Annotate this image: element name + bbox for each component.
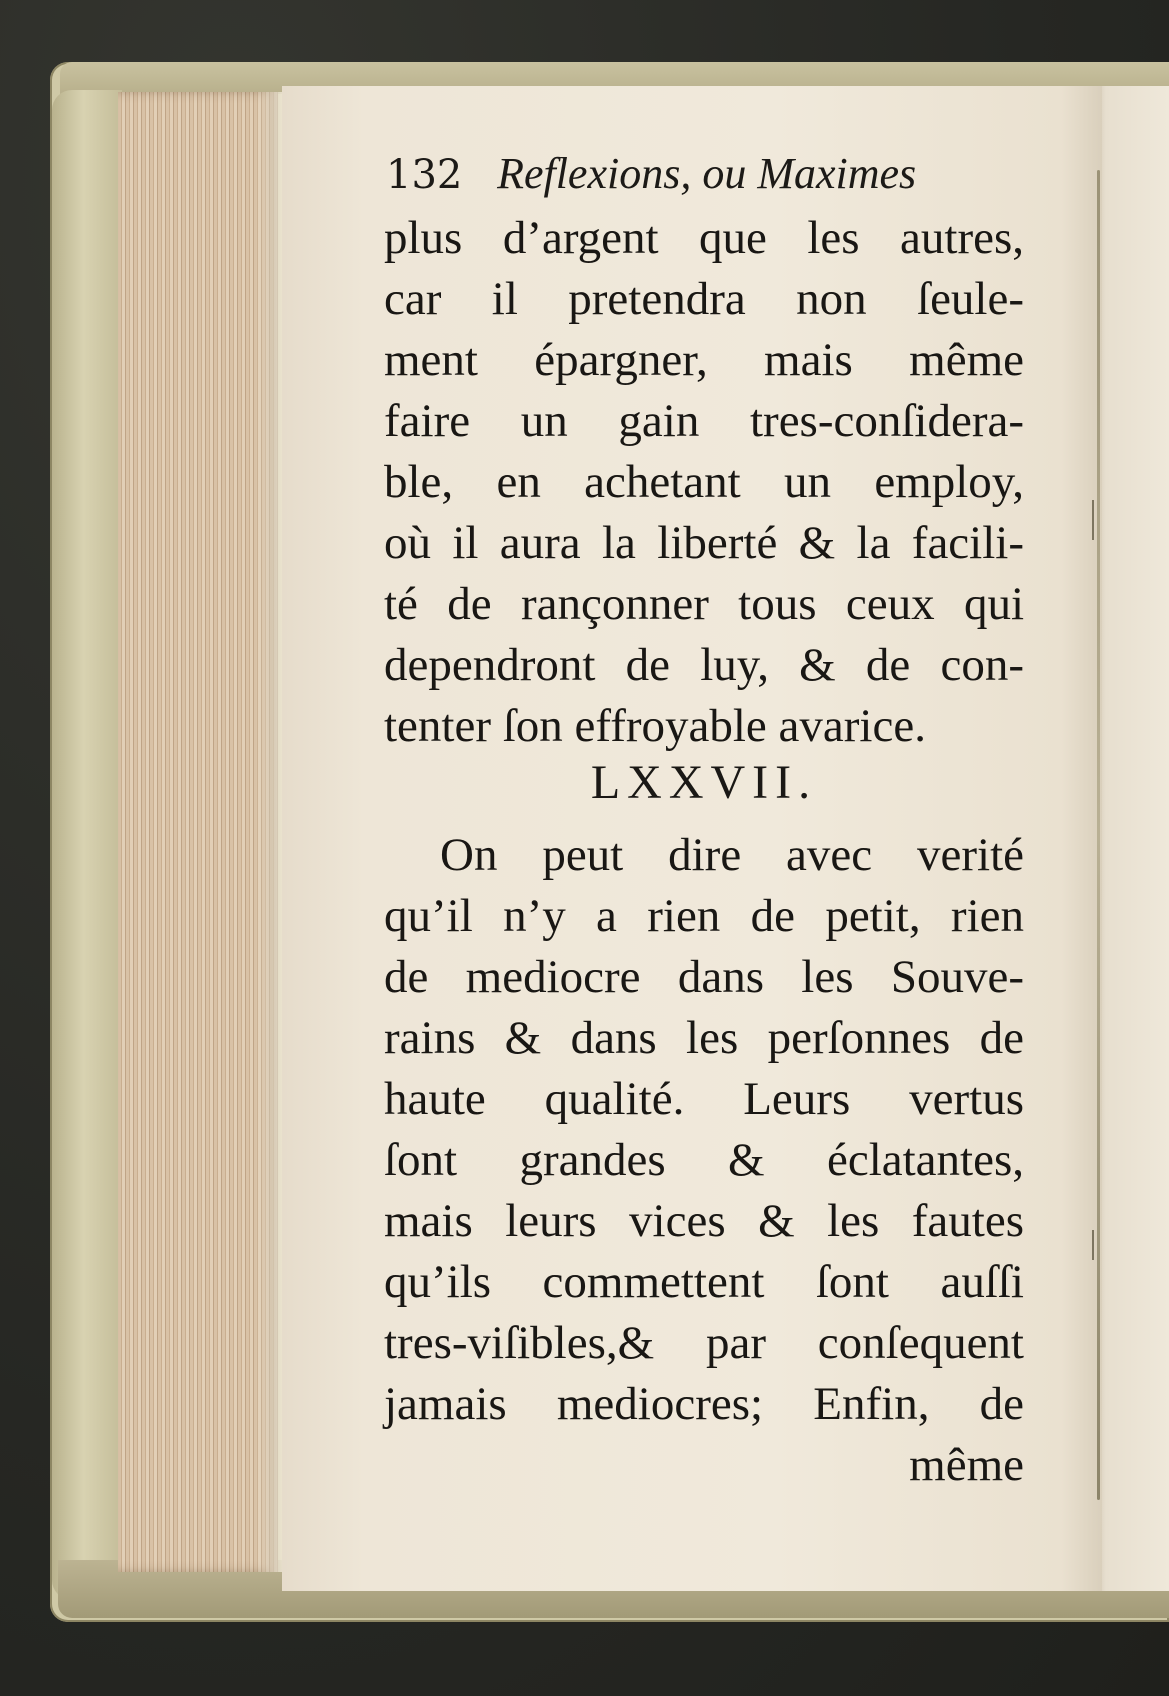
paragraph-2 bbox=[384, 825, 1024, 1496]
text-line: où il aura la liberté & la facili- bbox=[384, 517, 1024, 569]
binding-thread bbox=[1092, 1230, 1094, 1260]
running-title: Reflexions, ou Maximes bbox=[497, 149, 917, 198]
text-line: ment épargner, mais même bbox=[384, 334, 1024, 386]
text-line: faire un gain tres-conſidera- bbox=[384, 395, 1024, 447]
text-line: mais leurs vices & les fautes bbox=[384, 1195, 1024, 1247]
text-line: ſont grandes & éclatantes, bbox=[384, 1134, 1024, 1186]
text-line: dependront de luy, & de con- bbox=[384, 639, 1024, 691]
text-line: qu’il n’y a rien de petit, rien bbox=[384, 890, 1024, 942]
cover-fore-edge bbox=[52, 90, 122, 1600]
paragraph-1 bbox=[384, 208, 1024, 757]
page-edge-sheen bbox=[255, 92, 285, 1572]
text-line: On peut dire avec verité bbox=[440, 829, 1024, 881]
text-line: de mediocre dans les Souve- bbox=[384, 951, 1024, 1003]
text-line: tres-viſibles,& par conſequent bbox=[384, 1317, 1024, 1369]
running-head bbox=[386, 148, 916, 199]
text-line: car il pretendra non ſeule- bbox=[384, 273, 1024, 325]
catchword: même bbox=[909, 1439, 1024, 1491]
text-line: tenter ſon effroyable avarice. bbox=[384, 700, 926, 752]
text-line: té de rançonner tous ceux qui bbox=[384, 578, 1024, 630]
page-block-edges bbox=[118, 92, 278, 1572]
text-line: rains & dans les perſonnes de bbox=[384, 1012, 1024, 1064]
text-line: ble, en achetant un employ, bbox=[384, 456, 1024, 508]
section-heading: LXXVII. bbox=[590, 756, 818, 809]
page-number: 132 bbox=[386, 152, 463, 198]
gutter-fold bbox=[1097, 170, 1100, 1500]
text-line: plus d’argent que les autres, bbox=[384, 212, 1024, 264]
text-line: qu’ils commettent ſont auſſi bbox=[384, 1256, 1024, 1308]
binding-thread bbox=[1092, 500, 1094, 540]
text-line: haute qualité. Leurs vertus bbox=[384, 1073, 1024, 1125]
text-line: jamais mediocres; Enfin, de bbox=[384, 1378, 1024, 1430]
